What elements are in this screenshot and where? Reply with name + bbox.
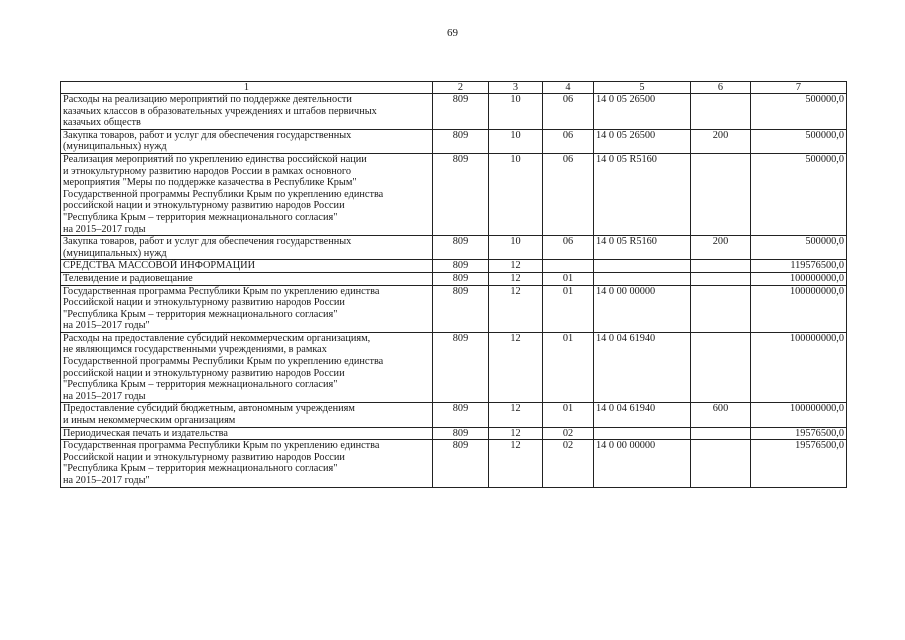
expense-name-line: Расходы на реализацию мероприятий по поддержке деятельности [63, 94, 352, 105]
expense-name [61, 153, 433, 235]
amount: 100000000,0 [751, 403, 847, 427]
amount: 100000000,0 [751, 272, 847, 285]
subsection-code: 06 [543, 129, 594, 153]
section-code: 12 [489, 440, 543, 487]
expense-type-code: 600 [691, 403, 751, 427]
amount: 500000,0 [751, 236, 847, 260]
subsection-code: 01 [543, 403, 594, 427]
header-col-7: 7 [751, 82, 847, 94]
expense-name-line: на 2015–2017 годы [63, 390, 146, 402]
expense-name-line: на 2015–2017 годы [63, 223, 146, 235]
expense-name-line: Государственная программа Республики Крым по укреплению единства [63, 440, 380, 452]
table-row [61, 285, 847, 332]
table-row [61, 440, 847, 487]
amount: 19576500,0 [751, 440, 847, 487]
expense-name-line: российской нации и этнокультурному развитию народов России [63, 200, 345, 212]
header-col-3: 3 [489, 82, 543, 94]
section-code: 10 [489, 129, 543, 153]
target-article-code [594, 272, 691, 285]
section-code: 12 [489, 285, 543, 332]
table-row [61, 153, 847, 235]
expense-type-code [691, 260, 751, 273]
expense-name-line: "Республика Крым – территория межнационального согласия" [63, 308, 338, 320]
expense-name-line: и этнокультурному развитию народов России в рамках основного [63, 165, 352, 177]
expense-name-line: Российской нации и этнокультурному развитию народов России [63, 297, 345, 309]
ministry-code: 809 [433, 272, 489, 285]
expense-name-line: "Республика Крым – территория межнационального согласия" [63, 211, 338, 223]
expense-type-code [691, 94, 751, 130]
section-code: 12 [489, 332, 543, 403]
expense-name-line: казачьих классов в образовательных учреждениях и штабов первичных [63, 105, 377, 117]
subsection-code [543, 260, 594, 273]
expense-name-line: Периодическая печать и издательства [63, 427, 228, 439]
expense-name-line: (муниципальных) нужд [63, 141, 167, 153]
expense-type-code [691, 272, 751, 285]
ministry-code: 809 [433, 94, 489, 130]
expense-name-line: Государственной программы Республики Крым по укреплению единства [63, 188, 384, 200]
amount: 100000000,0 [751, 332, 847, 403]
table-row [61, 236, 847, 260]
target-article-code: 14 0 00 00000 [594, 440, 691, 487]
expense-name-line: "Республика Крым – территория межнационального согласия" [63, 463, 338, 475]
expense-name [61, 94, 433, 130]
section-code: 12 [489, 272, 543, 285]
table-row [61, 332, 847, 403]
section-code: 10 [489, 236, 543, 260]
expense-name-line: Закупка товаров, работ и услуг для обеспечения государственных [63, 236, 352, 248]
expense-name-line: Телевидение и радиовещание [63, 272, 193, 284]
target-article-code [594, 260, 691, 273]
amount: 19576500,0 [751, 427, 847, 440]
expense-name [61, 236, 433, 260]
expense-name [61, 332, 433, 403]
expense-name-line: "Республика Крым – территория межнационального согласия" [63, 379, 338, 391]
table-row [61, 94, 847, 130]
section-code: 10 [489, 153, 543, 235]
amount: 500000,0 [751, 94, 847, 130]
expense-name-line: СРЕДСТВА МАССОВОЙ ИНФОРМАЦИИ [63, 260, 256, 272]
budget-table [60, 81, 847, 488]
ministry-code: 809 [433, 427, 489, 440]
section-code: 10 [489, 94, 543, 130]
header-col-6: 6 [691, 82, 751, 94]
expense-name-line: казачьих обществ [63, 117, 141, 129]
expense-type-code [691, 153, 751, 235]
amount: 100000000,0 [751, 285, 847, 332]
expense-name-line: Закупка товаров, работ и услуг для обеспечения государственных [63, 129, 352, 141]
header-col-2: 2 [433, 82, 489, 94]
section-code: 12 [489, 260, 543, 273]
expense-type-code [691, 285, 751, 332]
expense-type-code [691, 427, 751, 440]
ministry-code: 809 [433, 236, 489, 260]
expense-name-line: и иным некоммерческим организациям [63, 415, 236, 427]
ministry-code: 809 [433, 440, 489, 487]
expense-name-line: мероприятия "Меры по поддержке казачества в Республике Крым" [63, 177, 357, 189]
expense-name-line: Предоставление субсидий бюджетным, автономным учреждениям [63, 403, 355, 415]
subsection-code: 01 [543, 272, 594, 285]
table-body [61, 94, 847, 488]
target-article-code: 14 0 05 26500 [594, 129, 691, 153]
expense-type-code: 200 [691, 129, 751, 153]
subsection-code: 01 [543, 285, 594, 332]
ministry-code: 809 [433, 332, 489, 403]
expense-name [61, 440, 433, 487]
table-row [61, 129, 847, 153]
expense-type-code [691, 440, 751, 487]
target-article-code: 14 0 04 61940 [594, 332, 691, 403]
expense-name-line: российской нации и этнокультурному развитию народов России [63, 367, 345, 379]
section-code: 12 [489, 427, 543, 440]
subsection-code: 06 [543, 236, 594, 260]
subsection-code: 01 [543, 332, 594, 403]
ministry-code: 809 [433, 260, 489, 273]
subsection-code: 02 [543, 427, 594, 440]
table-row [61, 427, 847, 440]
target-article-code [594, 427, 691, 440]
expense-name [61, 285, 433, 332]
expense-name-line: не являющимся государственными учреждениями, в рамках [63, 344, 327, 356]
expense-name [61, 427, 433, 440]
expense-name [61, 129, 433, 153]
header-col-5: 5 [594, 82, 691, 94]
header-col-4: 4 [543, 82, 594, 94]
ministry-code: 809 [433, 285, 489, 332]
expense-name-line: Государственной программы Республики Крым по укреплению единства [63, 356, 384, 368]
expense-name-line: Расходы на предоставление субсидий некоммерческим организациям, [63, 332, 371, 344]
subsection-code: 02 [543, 440, 594, 487]
expense-name-line: на 2015–2017 годы" [63, 320, 150, 332]
expense-name [61, 260, 433, 273]
expense-name [61, 272, 433, 285]
subsection-code: 06 [543, 153, 594, 235]
table-row [61, 260, 847, 273]
section-code: 12 [489, 403, 543, 427]
target-article-code: 14 0 05 26500 [594, 94, 691, 130]
target-article-code: 14 0 05 R5160 [594, 236, 691, 260]
expense-name-line: на 2015–2017 годы" [63, 475, 150, 486]
expense-name-line: Российской нации и этнокультурному развитию народов России [63, 451, 345, 463]
expense-name [61, 403, 433, 427]
amount: 119576500,0 [751, 260, 847, 273]
header-col-1: 1 [61, 82, 433, 94]
page-number: 69 [447, 27, 458, 39]
amount: 500000,0 [751, 153, 847, 235]
expense-type-code: 200 [691, 236, 751, 260]
target-article-code: 14 0 04 61940 [594, 403, 691, 427]
ministry-code: 809 [433, 129, 489, 153]
ministry-code: 809 [433, 153, 489, 235]
target-article-code: 14 0 05 R5160 [594, 153, 691, 235]
table-row [61, 272, 847, 285]
expense-type-code [691, 332, 751, 403]
expense-name-line: Реализация мероприятий по укреплению единства российской нации [63, 153, 367, 165]
target-article-code: 14 0 00 00000 [594, 285, 691, 332]
table-row [61, 403, 847, 427]
expense-name-line: Государственная программа Республики Крым по укреплению единства [63, 285, 380, 297]
amount: 500000,0 [751, 129, 847, 153]
expense-name-line: (муниципальных) нужд [63, 247, 167, 259]
ministry-code: 809 [433, 403, 489, 427]
header-row [61, 82, 847, 94]
subsection-code: 06 [543, 94, 594, 130]
